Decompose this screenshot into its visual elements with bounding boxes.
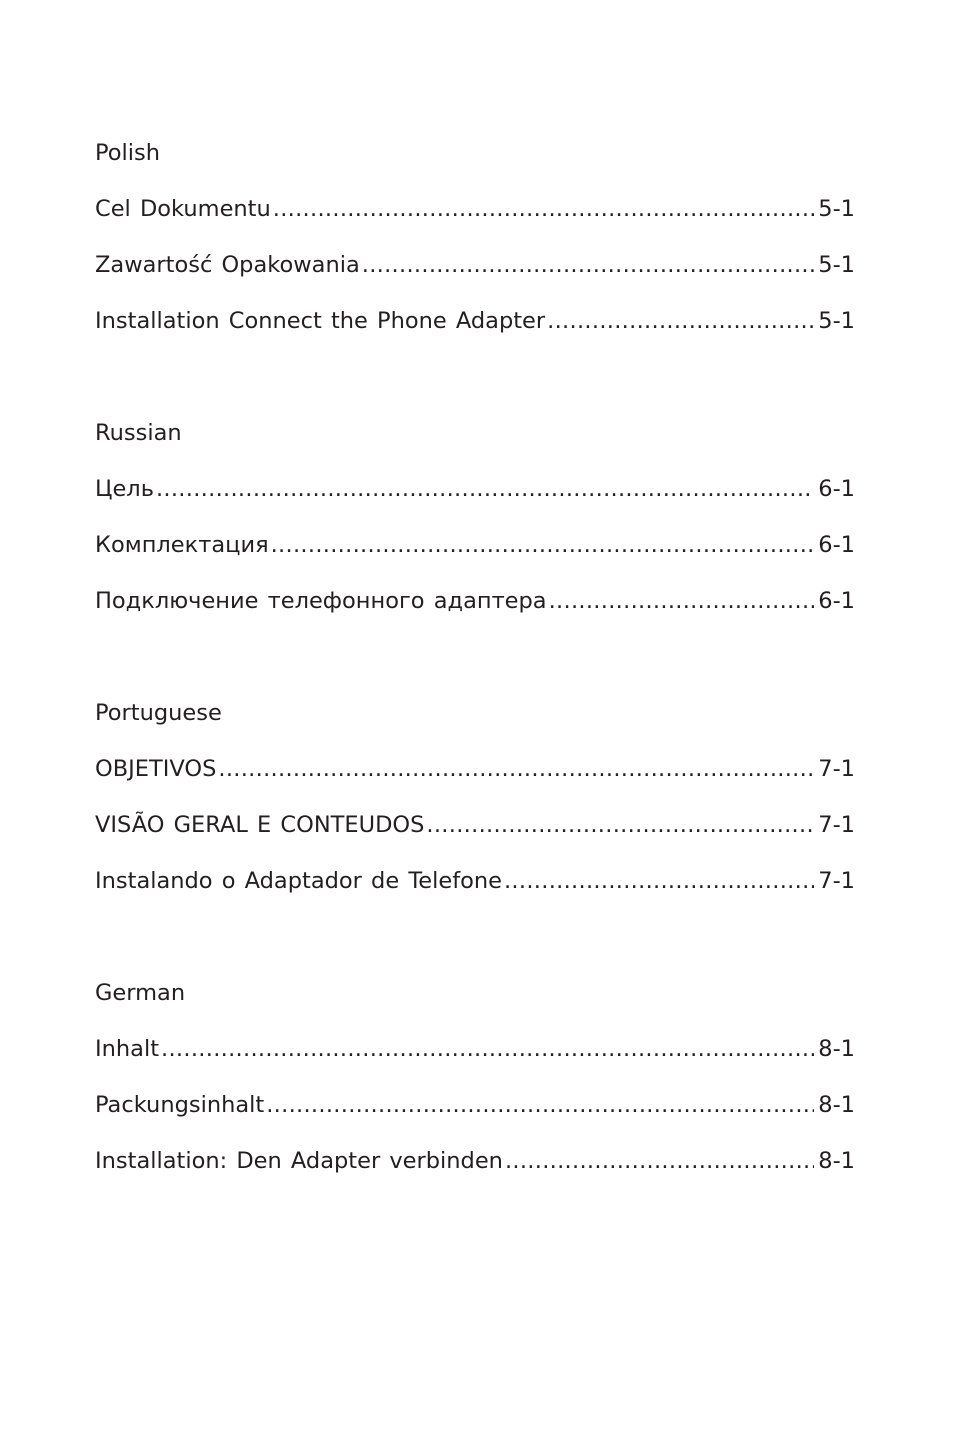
entry-title: VISÃO GERAL E CONTEUDOS: [95, 812, 425, 838]
entry-page-number: 5-1: [818, 196, 855, 222]
dot-leader: [266, 1085, 814, 1125]
entry-page-number: 6-1: [818, 532, 855, 558]
entry-page-number: 7-1: [818, 756, 855, 782]
entry-title: Instalando o Adaptador de Telefone: [95, 868, 502, 894]
dot-leader: [156, 469, 814, 509]
section-heading: Polish: [95, 140, 161, 166]
entry-page-number: 5-1: [818, 308, 855, 334]
dot-leader: [161, 1029, 814, 1069]
entry-title: Cel Dokumentu: [95, 196, 271, 222]
toc-entry[interactable]: [95, 301, 855, 357]
dot-leader: [271, 525, 815, 565]
toc-entry[interactable]: [95, 525, 855, 581]
toc-section-portuguese: [95, 693, 855, 917]
entry-title: Inhalt: [95, 1036, 160, 1062]
toc-entry[interactable]: [95, 245, 855, 301]
toc-entry[interactable]: [95, 1085, 855, 1141]
toc-entry[interactable]: [95, 189, 855, 245]
toc-entry[interactable]: [95, 749, 855, 805]
dot-leader: [273, 189, 815, 229]
toc-section-russian: [95, 413, 855, 637]
entry-page-number: 7-1: [818, 868, 855, 894]
toc-entry[interactable]: [95, 469, 855, 525]
entry-title: OBJETIVOS: [95, 756, 217, 782]
section-heading: Russian: [95, 420, 182, 446]
section-heading: Portuguese: [95, 700, 222, 726]
entry-page-number: 8-1: [818, 1148, 855, 1174]
dot-leader: [218, 749, 814, 789]
dot-leader: [362, 245, 815, 285]
toc-entry[interactable]: [95, 805, 855, 861]
toc-section-german: [95, 973, 855, 1197]
toc-section-polish: [95, 133, 855, 357]
entry-page-number: 8-1: [818, 1092, 855, 1118]
entry-title: Packungsinhalt: [95, 1092, 265, 1118]
entry-page-number: 5-1: [818, 252, 855, 278]
dot-leader: [505, 1141, 814, 1181]
entry-title: Zawartość Opakowania: [95, 252, 360, 278]
toc-entry[interactable]: [95, 861, 855, 917]
entry-title: Цель: [95, 476, 154, 502]
entry-page-number: 6-1: [818, 588, 855, 614]
toc-entry[interactable]: [95, 1141, 855, 1197]
entry-title: Подключение телефонного адаптера: [95, 588, 547, 614]
toc-entry[interactable]: [95, 1029, 855, 1085]
dot-leader: [504, 861, 814, 901]
dot-leader: [549, 581, 815, 621]
toc-entry[interactable]: [95, 581, 855, 637]
dot-leader: [426, 805, 814, 845]
section-heading: German: [95, 980, 186, 1006]
table-of-contents: [95, 133, 855, 1197]
entry-page-number: 8-1: [818, 1036, 855, 1062]
entry-title: Комплектация: [95, 532, 269, 558]
entry-page-number: 7-1: [818, 812, 855, 838]
entry-title: Installation: Den Adapter verbinden: [95, 1148, 503, 1174]
entry-page-number: 6-1: [818, 476, 855, 502]
dot-leader: [547, 301, 814, 341]
entry-title: Installation Connect the Phone Adapter: [95, 308, 546, 334]
